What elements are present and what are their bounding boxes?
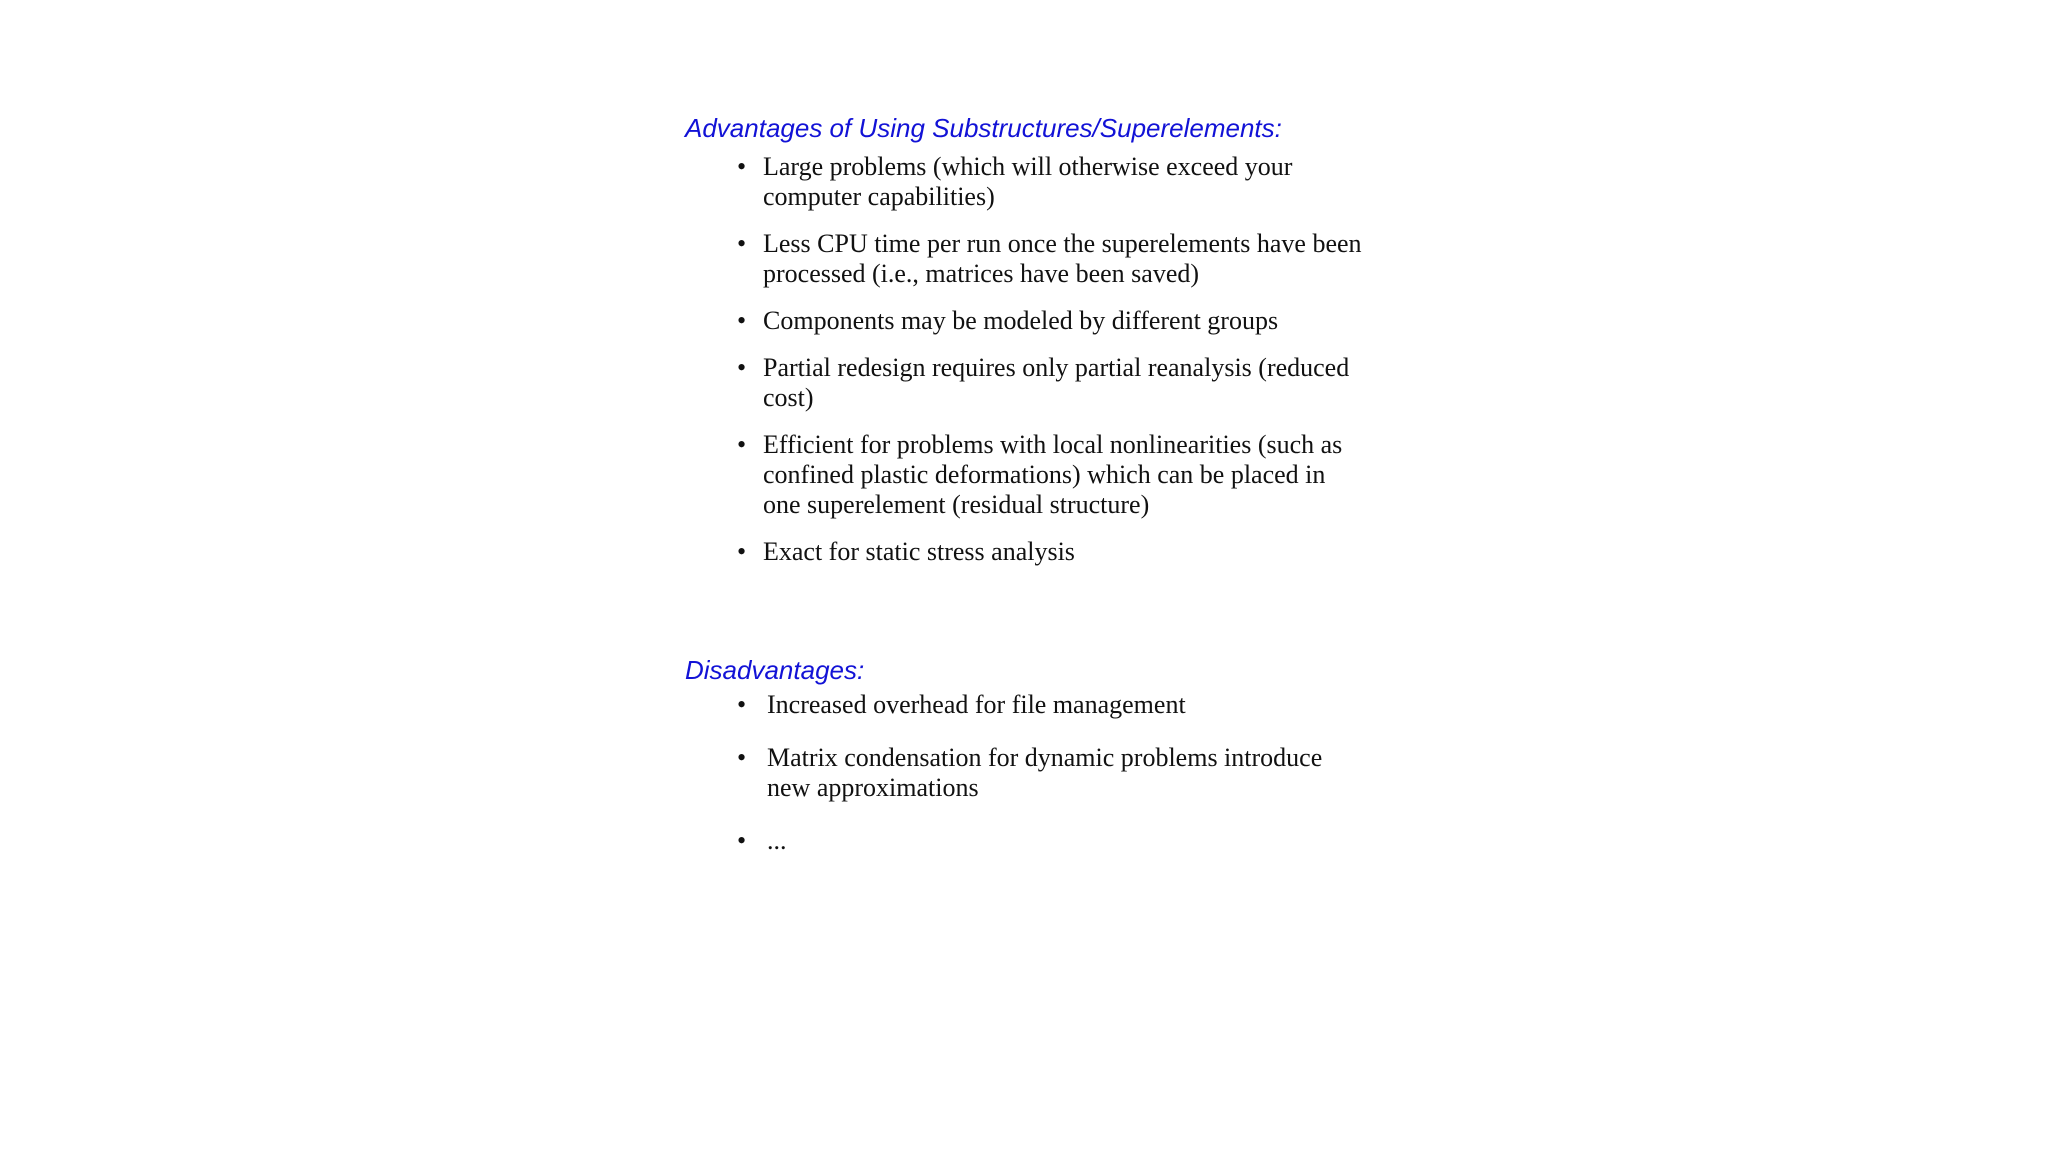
list-item-text: Large problems (which will otherwise exceed your computer capabilities) (763, 152, 1293, 211)
list-item (737, 306, 1367, 336)
disadvantages-list (737, 690, 1367, 879)
bullet-icon: • (737, 430, 747, 459)
list-item-text: Increased overhead for file management (767, 690, 1186, 719)
list-item (737, 743, 1367, 803)
advantages-heading: Advantages of Using Substructures/Superelements: (685, 113, 1282, 143)
list-item (737, 229, 1367, 289)
list-item-text: Matrix condensation for dynamic problems introduce new approximations (767, 743, 1323, 802)
list-item (737, 152, 1367, 212)
list-item-text: ... (767, 826, 787, 855)
list-item (737, 537, 1367, 567)
list-item-text: Exact for static stress analysis (763, 537, 1075, 566)
list-item (737, 430, 1367, 520)
list-item (737, 826, 1367, 856)
list-item (737, 690, 1367, 720)
bullet-icon: • (737, 826, 747, 855)
bullet-icon: • (737, 229, 747, 258)
bullet-icon: • (737, 152, 747, 181)
bullet-icon: • (737, 690, 747, 719)
list-item (737, 353, 1367, 413)
bullet-icon: • (737, 306, 747, 335)
bullet-icon: • (737, 537, 747, 566)
list-item-text: Components may be modeled by different groups (763, 306, 1279, 335)
bullet-icon: • (737, 743, 747, 772)
list-item-text: Partial redesign requires only partial reanalysis (reduced cost) (763, 353, 1350, 412)
list-item-text: Efficient for problems with local nonlinearities (such as confined plastic deformations) which can be placed in one superelement (residual structure) (763, 430, 1343, 519)
disadvantages-heading: Disadvantages: (685, 655, 865, 685)
advantages-list (737, 152, 1367, 584)
list-item-text: Less CPU time per run once the superelements have been processed (i.e., matrices have been saved) (763, 229, 1362, 288)
bullet-icon: • (737, 353, 747, 382)
